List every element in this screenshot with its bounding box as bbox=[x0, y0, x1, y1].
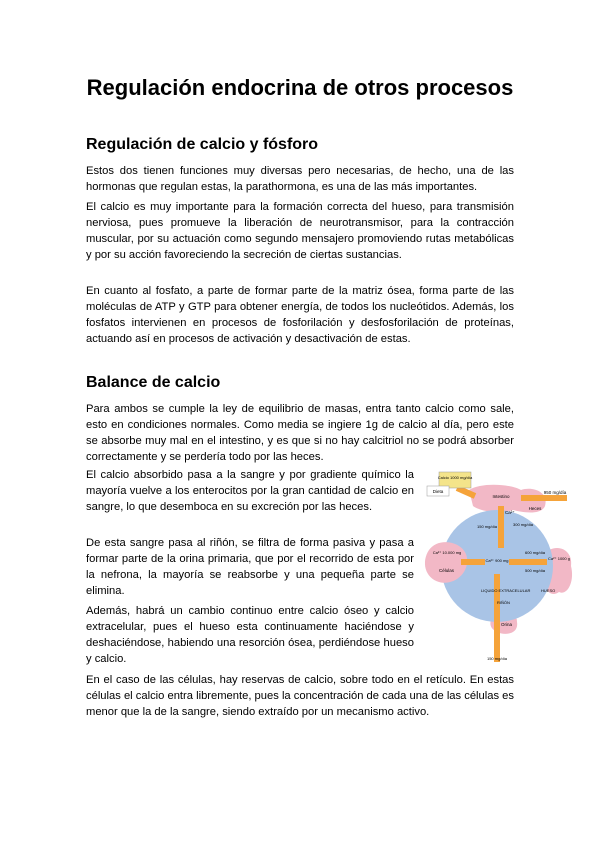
paragraph: En el caso de las células, hay reservas de calcio, sobre todo en el retículo. En estas células el calcio entra libremente, pues la concentración de cada una de las células es menor que la de la sangre, siendo extraído por un mecanismo activo. bbox=[86, 674, 514, 718]
diet-label: Dieta bbox=[432, 489, 444, 494]
calcium-balance-figure bbox=[421, 466, 577, 664]
paragraph: Además, habrá un cambio continuo entre calcio óseo y calcio extracelular, pues el hueso esta continuamente haciéndose y deshaciéndose, habiendo una resorción ósea, perdiéndose hueso y calcio. bbox=[86, 605, 414, 665]
feces-value: 950 mg/día bbox=[543, 490, 567, 495]
diet-box-label: Calcio 1000 mg/día bbox=[437, 475, 473, 480]
cells-label: Células bbox=[439, 568, 455, 573]
urine-label: Orina bbox=[501, 622, 513, 627]
bone-label: HUESO bbox=[541, 588, 556, 593]
ecf-ca-label: Ca²⁺ 900 mg bbox=[485, 558, 509, 563]
calcium-balance-diagram bbox=[421, 466, 577, 664]
kidney-label: RIÑÓN bbox=[497, 600, 510, 605]
page-title: Regulación endocrina de otros procesos bbox=[86, 75, 514, 100]
value-150: 150 mg/día bbox=[477, 524, 498, 529]
paragraph: El calcio es muy importante para la formación correcta del hueso, para transmisión nerviosa, pues promueve la liberación de neurotransmisor, para la contracción muscular, por su actuación como segundo mensajero promoviendo rutas metabólicas y por su acción favoreciendo la secreción de ciertas sustancias. bbox=[86, 201, 514, 261]
section-heading-balance-calcio: Balance de calcio bbox=[86, 374, 221, 391]
paragraph: El calcio absorbido pasa a la sangre y por gradiente químico la mayoría vuelve a los enterocitos por la gran cantidad de calcio en sangre, lo que desemboca en su excreción por las heces. bbox=[86, 469, 414, 513]
paragraph: De esta sangre pasa al riñón, se filtra de forma pasiva y pasa a formar parte de la orina primaria, que por el recorrido de esta por la nefrona, la mayoría se reabsorbe y una pequeña parte se elimina. bbox=[86, 537, 414, 597]
paragraph: Estos dos tienen funciones muy diversas pero necesarias, de hecho, una de las hormonas que regulan estas, la parathormona, es una de las más importantes. bbox=[86, 165, 514, 193]
ecf-label: LIQUIDO EXTRACELULAR bbox=[481, 588, 531, 593]
cells-ca-label: Ca²⁺ 10.000 mg bbox=[432, 550, 462, 555]
bone-ca-label: Ca²⁺ 1000 g bbox=[548, 556, 570, 561]
paragraph: Para ambos se cumple la ley de equilibrio de masas, entra tanto calcio como sale, esto en condiciones normales. Como media se ingiere 1g de calcio al día, pero este se absorbe muy mal en el intestino, y es que si no hay calcitriol no se podrá absorber correctamente y se perdería todo por las heces. bbox=[86, 403, 514, 463]
feces-label: Heces bbox=[528, 506, 542, 511]
value-500: 500 mg/día bbox=[525, 568, 546, 573]
value-600: 600 mg/día bbox=[525, 550, 546, 555]
value-300: 300 mg/día bbox=[513, 522, 534, 527]
section-heading-calcio-fosforo: Regulación de calcio y fósforo bbox=[86, 136, 319, 153]
urine-value: 150 mg/día bbox=[486, 656, 508, 661]
ca-top-label: Ca²⁺ bbox=[505, 510, 515, 515]
intestine-label: Intestino bbox=[492, 494, 510, 499]
paragraph: En cuanto al fosfato, a parte de formar parte de la matriz ósea, forma parte de las moléculas de ATP y GTP para obtener energía, de todos los nucleótidos. Además, los fosfatos intervienen en procesos de fosforilación y desfosforilación de proteínas, actuando así en procesos de activación y desactivación de estas. bbox=[86, 285, 514, 345]
